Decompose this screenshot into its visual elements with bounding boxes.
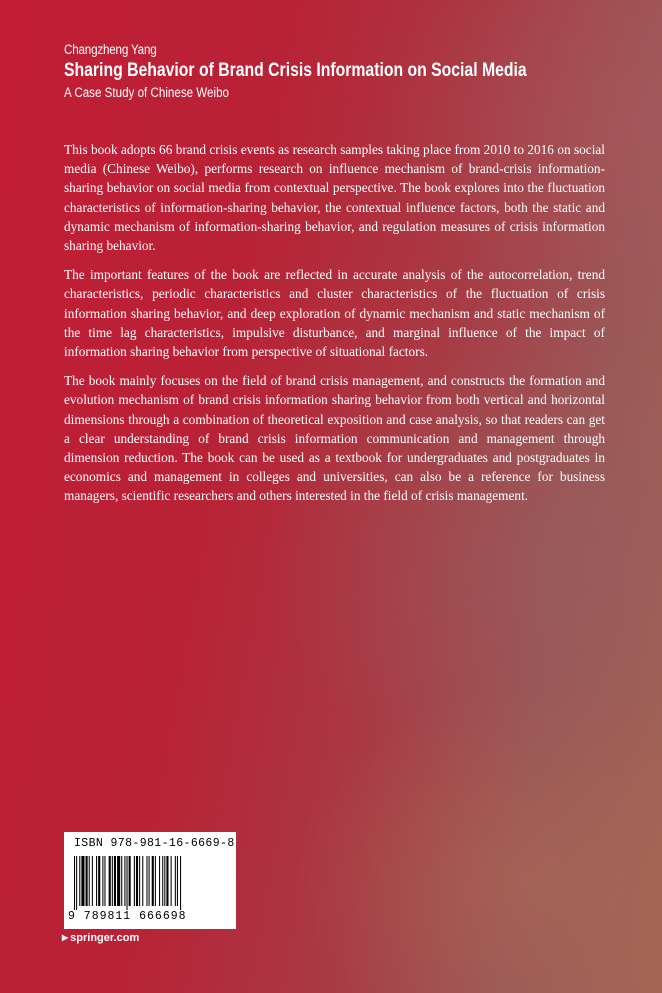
book-subtitle: A Case Study of Chinese Weibo — [64, 85, 230, 100]
barcode-bar — [74, 856, 75, 910]
publisher-url: springer.com — [70, 932, 140, 944]
barcode-bar — [171, 856, 172, 906]
isbn-label: ISBN 978-981-16-6669-8 — [74, 837, 235, 850]
barcode-bar — [86, 856, 88, 906]
barcode-bar — [76, 856, 77, 910]
triangle-right-icon: ▶ — [62, 933, 69, 942]
barcode-bar — [155, 856, 156, 906]
barcode-bar — [149, 856, 150, 906]
barcode-bar — [180, 856, 181, 910]
barcode-bar — [117, 856, 120, 906]
barcode-bar — [127, 856, 128, 910]
barcode-bar — [81, 856, 84, 906]
barcode-bar — [142, 856, 143, 906]
barcode-bar — [109, 856, 111, 906]
barcode-bar — [136, 856, 138, 906]
barcode-bar — [121, 856, 122, 906]
book-header — [64, 41, 644, 101]
book-description — [64, 140, 605, 516]
barcode-bar — [134, 856, 135, 906]
barcode-bar — [177, 856, 178, 906]
barcode-bar — [98, 856, 100, 906]
barcode-bar — [139, 856, 140, 906]
description-paragraph-2: The important features of the book are reflected in accurate analysis of the autocorrelation, trend characteristics, periodic characteristics and cluster characteristics of the fluctuation of crisis information sharing behavior, and deep exploration of dynamic mechanism and static mechanism of the time lag characteristics, impulsive disturbance, and marginal influence of the impact of information sharing behavior from perspective of situational factors. — [64, 267, 605, 360]
description-paragraph-3: The book mainly focuses on the field of brand crisis management, and constructs the formation and evolution mechanism of brand crisis information sharing behavior from both vertical and horizontal dimensions through a combination of theoretical exposition and case analysis, so that readers can get a clear understanding of brand crisis information communication and management through dimension reduction. The book can be used as a textbook for undergraduates and postgraduates in economics and management in colleges and universities, can also be a reference for business managers, scientific researchers and others interested in the field of crisis management. — [64, 373, 605, 504]
barcode-bar — [129, 856, 131, 906]
barcode-bar — [89, 856, 90, 906]
barcode-bar — [124, 856, 125, 906]
description-paragraph-1: This book adopts 66 brand crisis events as research samples taking place from 2010 to 2016 on social media (Chinese Weibo), performs research on influence mechanism of brand-crisis information-sharing behavior on social media from contextual perspective. The book explores into the fluctuation characteristics of information-sharing behavior, the contextual influence factors, both the static and dynamic mechanism of information-sharing behavior, and regulation measures of crisis information sharing behavior. — [64, 142, 605, 254]
publisher-link[interactable] — [62, 932, 139, 944]
author-name: Changzheng Yang — [64, 42, 157, 57]
barcode-bar — [162, 856, 163, 906]
barcode-bars — [74, 856, 226, 910]
barcode-digits: 9 789811 666698 — [68, 910, 187, 923]
barcode-bar — [164, 856, 165, 906]
barcode-bar — [96, 856, 97, 906]
barcode-bar — [166, 856, 168, 906]
barcode-bar — [146, 856, 147, 906]
barcode-bar — [92, 856, 93, 906]
barcode-bar — [159, 856, 160, 906]
barcode-bar — [79, 856, 80, 906]
barcode-bar — [175, 856, 176, 906]
barcode-bar — [114, 856, 116, 906]
isbn-barcode — [64, 832, 236, 929]
book-title: Sharing Behavior of Brand Crisis Information on Social Media — [64, 60, 527, 81]
barcode-bar — [104, 856, 105, 906]
barcode-bar — [102, 856, 103, 906]
barcode-bar — [112, 856, 113, 906]
barcode-bar — [152, 856, 154, 906]
